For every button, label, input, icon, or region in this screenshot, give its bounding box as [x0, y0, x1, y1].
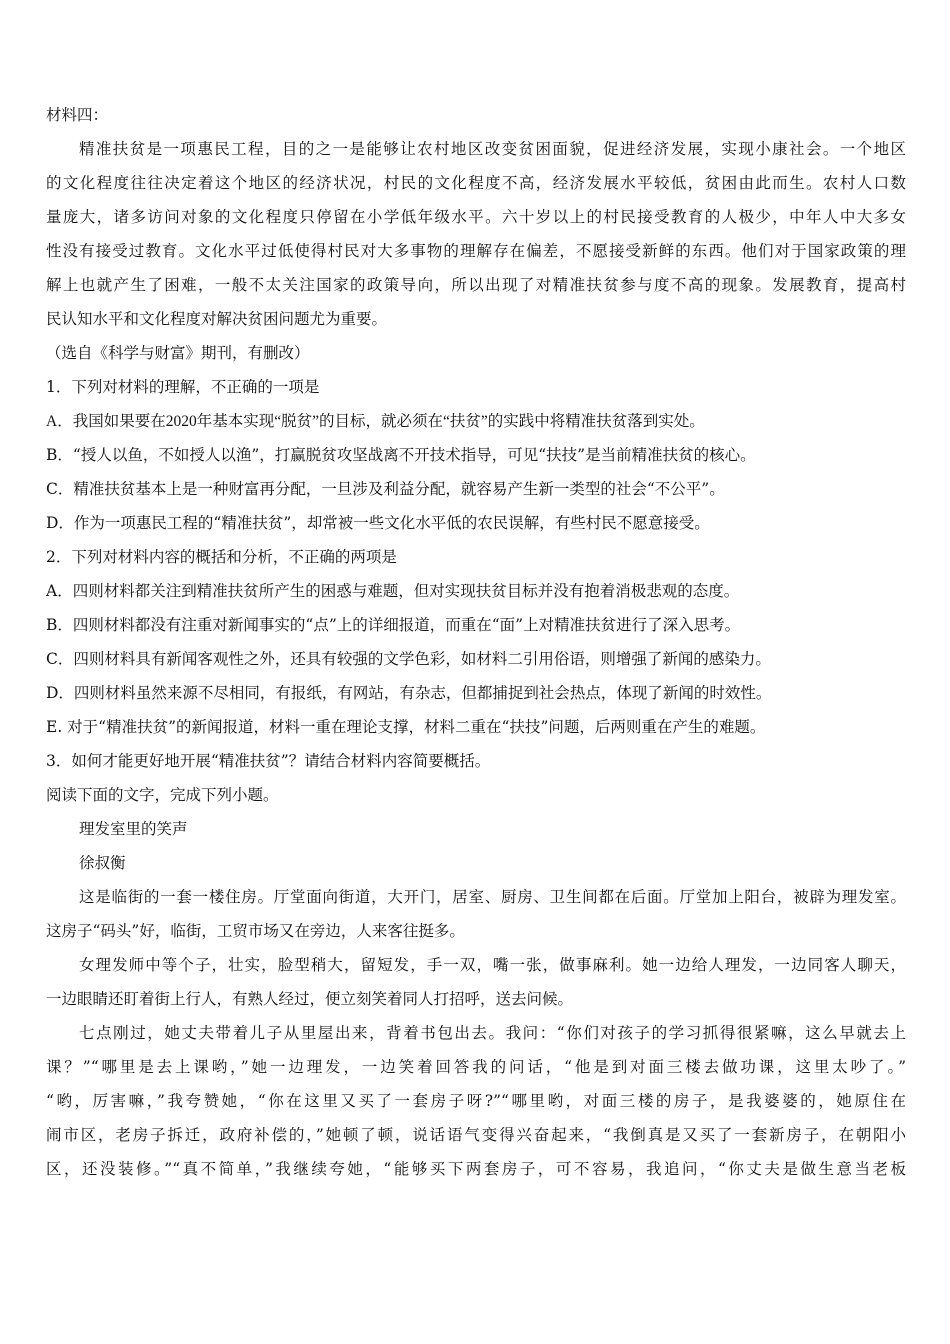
story-line-6: 课？”“哪里是去上课哟，”她一边理发，一边笑着回答我的问话，“他是到对面三楼去做功课，这里太吵了。” — [46, 1058, 906, 1076]
material4-heading: 材料四： — [46, 106, 109, 124]
q1-option-c: C．精准扶贫基本上是一种财富再分配，一旦涉及利益分配，就容易产生新一类型的社会“不公平”。 — [46, 480, 725, 498]
material4-line-1: 精准扶贫是一项惠民工程，目的之一是能够让农村地区改变贫困面貌，促进经济发展，实现小康社会。一个地区 — [79, 140, 906, 158]
q2-option-b: B．四则材料都没有注重对新闻事实的“点”上的详细报道，而重在“面”上对精准扶贫进行了深入思考。 — [46, 616, 741, 634]
story-line-2: 这房子“码头”好，临街，工贸市场又在旁边，人来客往挺多。 — [46, 922, 465, 940]
story-line-8: 闹市区，老房子拆迁，政府补偿的，”她顿了顿，说话语气变得兴奋起来，“我倒真是又买了一套新房子，在朝阳小 — [46, 1126, 906, 1144]
question-3: 3．如何才能更好地开展“精准扶贫”？请结合材料内容简要概括。 — [46, 752, 491, 770]
material4-line-5: 解上也就产生了困难，一般不太关注国家的政策导向，所以出现了对精准扶贫参与度不高的现象。发展教育，提高村 — [46, 276, 906, 294]
q1-option-b: B．“授人以鱼，不如授人以渔”，打赢脱贫攻坚战离不开技术指导，可见“扶技”是当前精准扶贫的核心。 — [46, 446, 756, 464]
story-line-7: “哟，厉害嘛，”我夸赞她，“你在这里又买了一套房子呀?”“哪里哟，对面三楼的房子，是我婆婆的，她原住在 — [46, 1092, 906, 1110]
material4-source: （选自《科学与财富》期刊，有删改） — [46, 344, 310, 362]
q2-option-a: A．四则材料都关注到精准扶贫所产生的困惑与难题，但对实现扶贫目标并没有抱着消极悲观的态度。 — [46, 582, 740, 600]
material4-line-3: 量庞大，诸多访问对象的文化程度只停留在小学低年级水平。六十岁以上的村民接受教育的人极少，中年人中大多女 — [46, 208, 906, 226]
q2-option-d: D．四则材料虽然来源不尽相同，有报纸，有网站，有杂志，但都捕捉到社会热点，体现了新闻的时效性。 — [46, 684, 772, 702]
material4-line-2: 的文化程度往往决定着这个地区的经济状况，村民的文化程度不高，经济发展水平较低，贫困由此而生。农村人口数 — [46, 174, 906, 192]
q2-option-e: E. 对于“精准扶贫”的新闻报道，材料一重在理论支撑，材料二重在“扶技”问题，后两则重在产生的难题。 — [46, 718, 766, 736]
material4-line-4: 性没有接受过教育。文化水平过低使得村民对大多事物的理解存在偏差，不愿接受新鲜的东西。他们对于国家政策的理 — [46, 242, 906, 260]
story-line-4: 一边眼睛还盯着街上行人，有熟人经过，便立刻笑着同人打招呼，送去问候。 — [46, 990, 574, 1008]
story-line-3: 女理发师中等个子，壮实，脸型稍大，留短发，手一双，嘴一张，做事麻利。她一边给人理发，一边同客人聊天， — [79, 956, 906, 974]
story-author: 徐叔衡 — [79, 854, 126, 872]
reading-instruction: 阅读下面的文字，完成下列小题。 — [46, 786, 279, 804]
q1-option-a: A．我国如果要在2020年基本实现“脱贫”的目标，就必须在“扶贫”的实践中将精准扶贫落到实处。 — [46, 413, 705, 430]
story-title: 理发室里的笑声 — [79, 820, 188, 838]
question-2: 2．下列对材料内容的概括和分析，不正确的两项是 — [46, 548, 397, 566]
q1-option-d: D．作为一项惠民工程的“精准扶贫”，却常被一些文化水平低的农民误解，有些村民不愿意接受。 — [46, 514, 710, 532]
story-line-1: 这是临街的一套一楼住房。厅堂面向街道，大开门，居室、厨房、卫生间都在后面。厅堂加上阳台，被辟为理发室。 — [79, 888, 906, 906]
material4-line-6: 民认知水平和文化程度对解决贫困问题尤为重要。 — [46, 310, 388, 328]
q2-option-c: C．四则材料具有新闻客观性之外，还具有较强的文学色彩，如材料二引用俗语，则增强了新闻的感染力。 — [46, 650, 771, 668]
question-1: 1．下列对材料的理解，不正确的一项是 — [46, 378, 320, 396]
story-line-9: 区，还没装修。”“真不简单，”我继续夸她，“能够买下两套房子，可不容易，我追问，“你丈夫是做生意当老板 — [46, 1160, 906, 1178]
story-line-5: 七点刚过，她丈夫带着儿子从里屋出来，背着书包出去。我问：“你们对孩子的学习抓得很紧嘛，这么早就去上 — [79, 1024, 906, 1042]
